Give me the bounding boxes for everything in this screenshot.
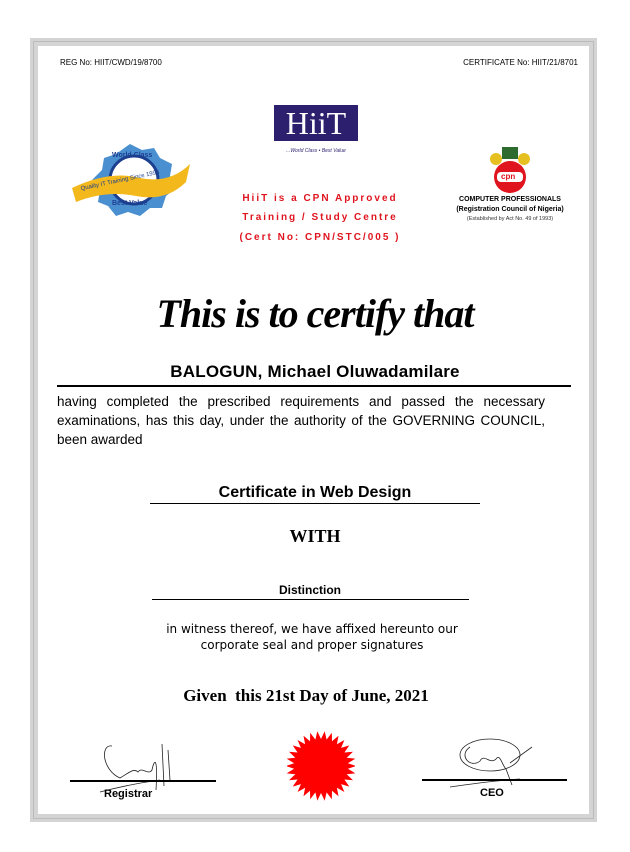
cpn-name: COMPUTER PROFESSIONALS [459, 196, 561, 203]
witness-line-1: in witness thereof, we have affixed hereunto our [166, 622, 458, 636]
given-date: Given this 21st Day of June, 2021 [183, 686, 429, 705]
coat-of-arms-icon [488, 145, 532, 195]
approval-line-2: Training / Study Centre [242, 212, 398, 223]
certify-heading: This is to certify that [156, 291, 474, 336]
cpn-established: (Established by Act No. 49 of 1993) [466, 216, 554, 222]
hiit-tagline: ...World Class • Best Value [286, 148, 346, 154]
corporate-seal [287, 731, 355, 801]
ceo-label: CEO [480, 787, 504, 799]
approval-line-3: (Cert No: CPN/STC/005 ) [239, 232, 401, 243]
ceo-signature [450, 735, 560, 795]
reg-number: REG No: HIIT/CWD/19/8700 [60, 58, 162, 67]
name-underline [57, 385, 571, 387]
grade: Distinction [279, 583, 341, 597]
award-underline [150, 503, 480, 504]
with-text: WITH [289, 526, 341, 546]
certificate-number: CERTIFICATE No: HIIT/21/8701 [463, 58, 578, 67]
ceo-line [422, 779, 567, 781]
hiit-logo: HiiT [274, 105, 358, 141]
world-class-badge: World Class Quality IT Training Since 1996 Best Value [70, 142, 192, 218]
body-text: having completed the prescribed requirements and passed the necessary examinations, has this day, under the authority of the GOVERNING COUNCIL, been awarded [57, 394, 545, 447]
award-title: Certificate in Web Design [218, 484, 412, 501]
recipient-name: BALOGUN, Michael Oluwadamilare [170, 362, 460, 381]
cpn-logo: cpn [488, 145, 532, 195]
cpn-subtitle: (Registration Council of Nigeria) [456, 206, 564, 213]
grade-underline [152, 599, 469, 600]
witness-line-2: corporate seal and proper signatures [200, 638, 424, 652]
registrar-line [70, 780, 216, 782]
registrar-label: Registrar [104, 788, 153, 800]
approval-line-1: HiiT is a CPN Approved [242, 193, 398, 204]
